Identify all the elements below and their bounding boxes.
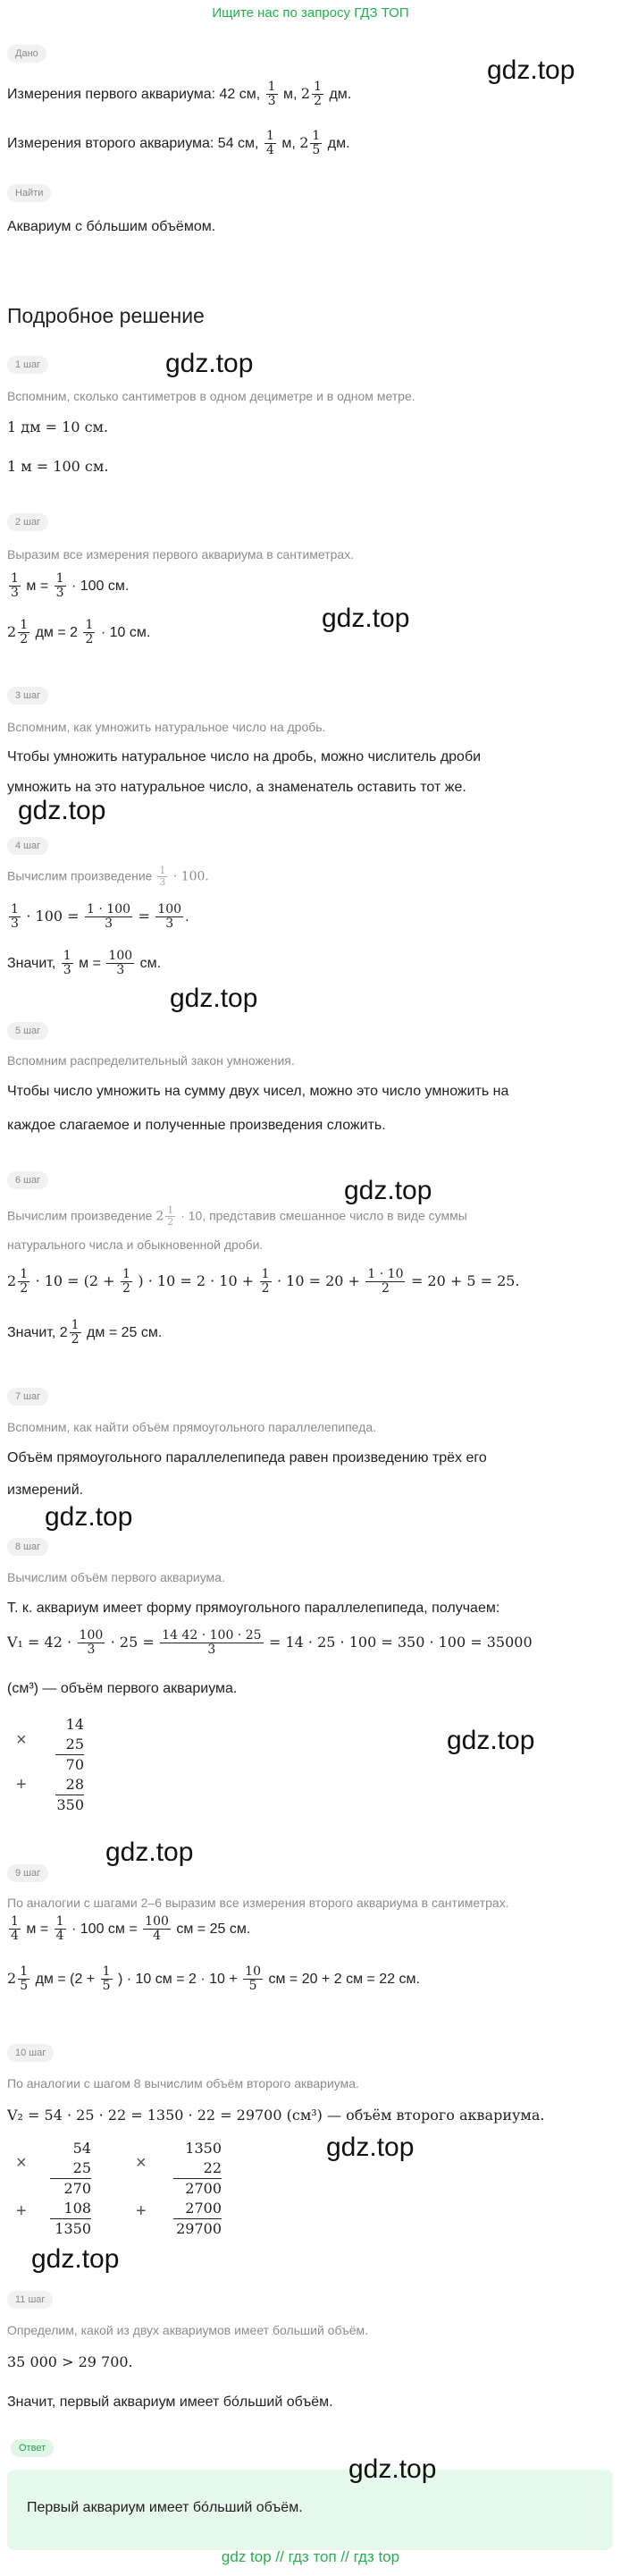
step-5-tag: 5 шаг xyxy=(7,1022,48,1040)
step-7-line-2: измерений. xyxy=(7,1482,84,1498)
step-2-line-1: $\frac{1}{3}$ м = $\frac{1}{3}$ · 100 см. xyxy=(11,571,130,601)
watermark: gdz.top xyxy=(344,1176,432,1205)
step-11-tag: 11 шаг xyxy=(7,2291,53,2309)
footer-links[interactable]: gdz top // гдз топ // гдз top xyxy=(221,2548,400,2565)
watermark: gdz.top xyxy=(165,349,254,378)
step-8-note: Вычислим объём первого аквариума. xyxy=(7,1570,225,1584)
step-1-note: Вспомним, сколько сантиметров в одном дециметре и в одном метре. xyxy=(7,389,415,403)
given-line-1: Измерения первого аквариума: 42 см, $\frac{1}{3}$ м, 2 $\frac{1}{2}$ дм. xyxy=(7,80,352,109)
step-3-line-1: Чтобы умножить натуральное число на дробь, можно числитель дроби xyxy=(7,749,482,764)
step-2-note: Выразим все измерения первого аквариума в сантиметрах. xyxy=(7,547,355,562)
step-3-tag: 3 шаг xyxy=(7,687,48,705)
step-11-line-1: 35 000 > 29 700. xyxy=(7,2353,133,2370)
step-6-tag: 6 шаг xyxy=(7,1171,48,1189)
step-8-line-3: (см³) — объём первого аквариума. xyxy=(7,1681,238,1696)
given-section xyxy=(0,45,46,63)
watermark: gdz.top xyxy=(105,1837,194,1867)
step-2-line-2: 2 $\frac{1}{2}$ дм = 2 $\frac{1}{2}$ · 10 см. xyxy=(7,618,151,647)
step-8-line-2: V₁ = 42 · $\frac{100}{3}$ · 25 = $\frac{14 42 \cdot 100 \cdot 25}{3}$ = 14 · 25 · 100 = 350 · 100 = 35000 xyxy=(7,1628,533,1658)
step-5-line-1: Чтобы число умножить на сумму двух чисел, можно это число умножить на xyxy=(7,1084,509,1099)
multiply-sign: × xyxy=(16,1730,27,1750)
step-11-line-2: Значит, первый аквариум имеет бóльший объём. xyxy=(7,2394,333,2410)
answer-box xyxy=(7,2470,613,2550)
step-4-note: Вычислим произведение $\frac{1}{3}$ · 100. xyxy=(7,865,209,889)
step-2-tag: 2 шаг xyxy=(7,513,48,531)
step-7-line-1: Объём прямоугольного параллелепипеда равен произведению трёх его xyxy=(7,1450,487,1465)
step-7-tag: 7 шаг xyxy=(7,1388,48,1406)
column-mult-2: 54 25 270 108 1350 xyxy=(50,2139,91,2239)
watermark: gdz.top xyxy=(326,2133,415,2162)
watermark: gdz.top xyxy=(322,604,410,633)
step-5-note: Вспомним распределительный закон умножения. xyxy=(7,1053,295,1068)
watermark: gdz.top xyxy=(447,1726,535,1755)
step-7-note: Вспомним, как найти объём прямоугольного параллелепипеда. xyxy=(7,1420,377,1434)
answer-tag: Ответ xyxy=(11,2439,54,2457)
step-6-note-2: натурального числа и обыкновенной дроби. xyxy=(7,1237,264,1252)
step-8-line-1: Т. к. аквариум имеет форму прямоугольного параллелепипеда, получаем: xyxy=(7,1600,500,1616)
step-9-tag: 9 шаг xyxy=(7,1864,48,1882)
plus-sign-b: + xyxy=(136,2201,147,2221)
step-6-note: Вычислим произведение 2 $\frac{1}{2}$ · 10, представив смешанное число в виде суммы xyxy=(7,1204,467,1229)
step-1-tag: 1 шаг xyxy=(7,356,48,374)
step-3-line-2: умножить на это натуральное число, а знаменатель оставить тот же. xyxy=(7,780,466,795)
watermark: gdz.top xyxy=(348,2454,437,2484)
step-4-tag: 4 шаг xyxy=(7,837,48,855)
find-text: Аквариум с бóльшим объёмом. xyxy=(7,219,216,234)
answer-text: Первый аквариум имеет бóльший объём. xyxy=(27,2500,303,2515)
find-tag: Найти xyxy=(7,184,51,202)
multiply-sign-a: × xyxy=(16,2153,27,2173)
step-8-tag: 8 шаг xyxy=(7,1538,48,1556)
plus-sign-a: + xyxy=(16,2201,27,2221)
step-6-line-2: Значит, 2 $\frac{1}{2}$ дм = 25 см. xyxy=(7,1318,163,1347)
watermark: gdz.top xyxy=(31,2244,120,2274)
step-10-line-1: V₂ = 54 · 25 · 22 = 1350 · 22 = 29700 (см³) — объём второго аквариума. xyxy=(7,2107,545,2124)
column-mult-1: 14 25 70 28 350 xyxy=(56,1716,84,1813)
step-9-note: По аналогии с шагами 2–6 выразим все измерения второго аквариума в сантиметрах. xyxy=(7,1896,509,1910)
given-tag: Дано xyxy=(7,45,46,63)
step-3-note: Вспомним, как умножить натуральное число на дробь. xyxy=(7,720,326,734)
plus-sign: + xyxy=(16,1775,27,1795)
given-line-2: Измерения второго аквариума: 54 см, $\frac{1}{4}$ м, 2 $\frac{1}{5}$ дм. xyxy=(7,129,350,158)
watermark: gdz.top xyxy=(18,796,106,825)
step-9-line-2: 2 $\frac{1}{5}$ дм = (2 + $\frac{1}{5}$ ) · 10 см = 2 · 10 + $\frac{10}{5}$ см = 20 + 2 см = 22 см. xyxy=(7,1964,420,1994)
step-11-note: Определим, какой из двух аквариумов имеет больший объём. xyxy=(7,2323,369,2337)
step-1-line-2: 1 м = 100 см. xyxy=(7,458,109,475)
watermark: gdz.top xyxy=(170,984,258,1013)
step-9-line-1: $\frac{1}{4}$ м = $\frac{1}{4}$ · 100 см = $\frac{100}{4}$ см = 25 см. xyxy=(11,1914,251,1944)
step-5-line-2: каждое слагаемое и полученные произведения сложить. xyxy=(7,1118,386,1133)
step-1-line-1: 1 дм = 10 см. xyxy=(7,418,109,435)
multiply-sign-b: × xyxy=(136,2153,147,2173)
watermark: gdz.top xyxy=(45,1502,133,1532)
step-10-note: По аналогии с шагом 8 вычислим объём второго аквариума. xyxy=(7,2076,359,2090)
search-banner: Ищите нас по запросу ГДЗ ТОП xyxy=(212,5,409,21)
step-6-line-1: 2 $\frac{1}{2}$ · 10 = (2 + $\frac{1}{2}$ ) · 10 = 2 · 10 + $\frac{1}{2}$ · 10 = 20 + $\frac{1 \cdot 10}{2}$ = 20 + 5 = 25. xyxy=(7,1267,520,1296)
step-4-line-2: Значит, $\frac{1}{3}$ м = $\frac{100}{3}$ см. xyxy=(7,949,162,978)
column-mult-3: 1350 22 2700 2700 29700 xyxy=(173,2139,222,2239)
watermark: gdz.top xyxy=(487,55,575,85)
step-10-tag: 10 шаг xyxy=(7,2044,54,2062)
solution-title: Подробное решение xyxy=(7,304,205,327)
step-4-line-1: $\frac{1}{3}$ · 100 = $\frac{1 \cdot 100}{3}$ = $\frac{100}{3}$ . xyxy=(11,902,189,932)
